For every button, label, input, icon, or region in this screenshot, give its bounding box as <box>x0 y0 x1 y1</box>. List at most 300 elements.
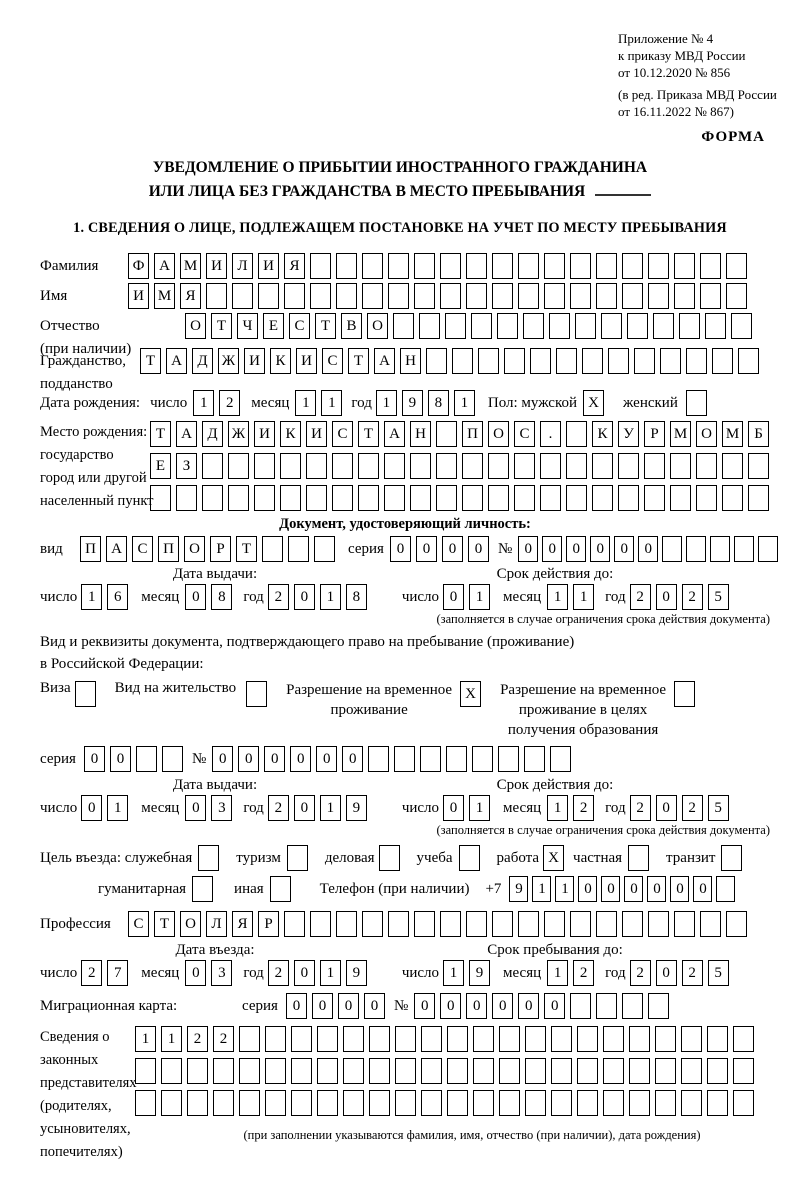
char-cell[interactable]: 2 <box>268 795 289 821</box>
char-cell[interactable]: К <box>280 421 301 447</box>
doc-issue-year-cells[interactable] <box>268 584 372 610</box>
purpose-work-checkbox[interactable] <box>543 845 569 871</box>
char-cell[interactable] <box>414 911 435 937</box>
char-cell[interactable]: 1 <box>469 584 490 610</box>
char-cell[interactable]: П <box>158 536 179 562</box>
char-cell[interactable] <box>136 746 157 772</box>
char-cell[interactable]: Т <box>358 421 379 447</box>
char-cell[interactable] <box>603 1026 624 1052</box>
char-cell[interactable]: 0 <box>238 746 259 772</box>
char-cell[interactable] <box>358 453 379 479</box>
char-cell[interactable] <box>570 283 591 309</box>
char-cell[interactable] <box>410 453 431 479</box>
char-cell[interactable] <box>707 1026 728 1052</box>
entry-year-cells[interactable] <box>268 960 372 986</box>
purpose-private-checkbox[interactable] <box>628 845 654 871</box>
char-cell[interactable]: 1 <box>547 584 568 610</box>
char-cell[interactable] <box>447 1090 468 1116</box>
char-cell[interactable] <box>644 485 665 511</box>
char-cell[interactable]: М <box>180 253 201 279</box>
char-cell[interactable]: 1 <box>547 960 568 986</box>
char-cell[interactable]: 0 <box>578 876 597 902</box>
permit-issue-year-cells[interactable] <box>268 795 372 821</box>
char-cell[interactable]: 0 <box>656 960 677 986</box>
char-cell[interactable]: С <box>514 421 535 447</box>
char-cell[interactable]: Д <box>202 421 223 447</box>
char-cell[interactable] <box>596 253 617 279</box>
char-cell[interactable] <box>384 485 405 511</box>
purpose-business-checkbox[interactable] <box>379 845 405 871</box>
char-cell[interactable]: 0 <box>542 536 562 562</box>
char-cell[interactable]: С <box>332 421 353 447</box>
char-cell[interactable] <box>551 1090 572 1116</box>
char-cell[interactable] <box>733 1058 754 1084</box>
char-cell[interactable] <box>648 253 669 279</box>
char-cell[interactable]: 9 <box>402 390 423 416</box>
char-cell[interactable] <box>280 453 301 479</box>
char-cell[interactable] <box>566 453 587 479</box>
char-cell[interactable]: 0 <box>264 746 285 772</box>
char-cell[interactable] <box>332 453 353 479</box>
char-cell[interactable]: 1 <box>555 876 574 902</box>
char-cell[interactable] <box>627 313 648 339</box>
char-cell[interactable] <box>618 453 639 479</box>
char-cell[interactable]: Ж <box>218 348 239 374</box>
char-cell[interactable]: 0 <box>312 993 333 1019</box>
char-cell[interactable] <box>721 845 742 871</box>
char-cell[interactable]: 1 <box>547 795 568 821</box>
char-cell[interactable]: 0 <box>185 960 206 986</box>
char-cell[interactable] <box>570 253 591 279</box>
char-cell[interactable] <box>291 1058 312 1084</box>
char-cell[interactable] <box>384 453 405 479</box>
char-cell[interactable]: 0 <box>492 993 513 1019</box>
char-cell[interactable] <box>369 1026 390 1052</box>
char-cell[interactable]: 1 <box>532 876 551 902</box>
representatives-cells-line1[interactable] <box>135 1026 759 1052</box>
char-cell[interactable] <box>655 1058 676 1084</box>
char-cell[interactable]: И <box>128 283 149 309</box>
char-cell[interactable]: 0 <box>466 993 487 1019</box>
doc-expiry-day-cells[interactable] <box>443 584 495 610</box>
char-cell[interactable] <box>499 1026 520 1052</box>
char-cell[interactable]: 1 <box>376 390 397 416</box>
char-cell[interactable] <box>306 485 327 511</box>
char-cell[interactable]: 0 <box>656 584 677 610</box>
char-cell[interactable]: 2 <box>630 584 651 610</box>
char-cell[interactable]: 1 <box>454 390 475 416</box>
char-cell[interactable] <box>716 876 735 902</box>
char-cell[interactable]: 8 <box>346 584 367 610</box>
char-cell[interactable] <box>228 485 249 511</box>
char-cell[interactable]: Р <box>258 911 279 937</box>
char-cell[interactable] <box>596 283 617 309</box>
char-cell[interactable] <box>395 1090 416 1116</box>
char-cell[interactable] <box>518 283 539 309</box>
char-cell[interactable] <box>317 1090 338 1116</box>
char-cell[interactable] <box>674 681 695 707</box>
char-cell[interactable] <box>660 348 681 374</box>
given-name-cells[interactable] <box>128 283 752 309</box>
char-cell[interactable] <box>648 993 669 1019</box>
sex-male-checkbox[interactable] <box>583 390 609 416</box>
char-cell[interactable]: М <box>670 421 691 447</box>
char-cell[interactable] <box>525 1090 546 1116</box>
char-cell[interactable] <box>653 313 674 339</box>
char-cell[interactable] <box>239 1058 260 1084</box>
char-cell[interactable] <box>176 485 197 511</box>
char-cell[interactable]: Т <box>236 536 257 562</box>
char-cell[interactable] <box>726 911 747 937</box>
char-cell[interactable] <box>608 348 629 374</box>
char-cell[interactable] <box>488 485 509 511</box>
char-cell[interactable] <box>358 485 379 511</box>
char-cell[interactable] <box>674 283 695 309</box>
permit-expiry-month-cells[interactable] <box>547 795 599 821</box>
char-cell[interactable]: К <box>270 348 291 374</box>
char-cell[interactable] <box>577 1058 598 1084</box>
char-cell[interactable] <box>135 1090 156 1116</box>
char-cell[interactable] <box>674 911 695 937</box>
char-cell[interactable]: 0 <box>342 746 363 772</box>
char-cell[interactable]: 0 <box>693 876 712 902</box>
stay-month-cells[interactable] <box>547 960 599 986</box>
char-cell[interactable] <box>447 1058 468 1084</box>
char-cell[interactable] <box>655 1090 676 1116</box>
birth-day-cells[interactable] <box>193 390 245 416</box>
char-cell[interactable]: 0 <box>670 876 689 902</box>
char-cell[interactable] <box>544 283 565 309</box>
char-cell[interactable]: Т <box>211 313 232 339</box>
char-cell[interactable] <box>644 453 665 479</box>
char-cell[interactable] <box>514 453 535 479</box>
mig-number-cells[interactable] <box>414 993 674 1019</box>
char-cell[interactable] <box>530 348 551 374</box>
char-cell[interactable] <box>369 1058 390 1084</box>
char-cell[interactable]: А <box>176 421 197 447</box>
char-cell[interactable] <box>492 283 513 309</box>
char-cell[interactable]: 0 <box>590 536 610 562</box>
char-cell[interactable]: 0 <box>601 876 620 902</box>
char-cell[interactable]: 0 <box>81 795 102 821</box>
birthplace-cells-line2[interactable] <box>150 453 774 479</box>
sex-female-checkbox[interactable] <box>686 390 712 416</box>
char-cell[interactable]: 3 <box>211 795 232 821</box>
char-cell[interactable] <box>150 485 171 511</box>
char-cell[interactable]: 5 <box>708 584 729 610</box>
char-cell[interactable]: 2 <box>630 795 651 821</box>
char-cell[interactable]: 0 <box>294 584 315 610</box>
char-cell[interactable] <box>332 485 353 511</box>
char-cell[interactable] <box>336 283 357 309</box>
char-cell[interactable] <box>291 1090 312 1116</box>
char-cell[interactable] <box>284 911 305 937</box>
purpose-official-checkbox[interactable] <box>198 845 224 871</box>
char-cell[interactable] <box>287 845 308 871</box>
char-cell[interactable] <box>395 1026 416 1052</box>
char-cell[interactable] <box>550 746 571 772</box>
char-cell[interactable]: 0 <box>185 584 206 610</box>
char-cell[interactable]: 0 <box>286 993 307 1019</box>
char-cell[interactable] <box>239 1026 260 1052</box>
char-cell[interactable] <box>592 453 613 479</box>
char-cell[interactable]: О <box>180 911 201 937</box>
char-cell[interactable] <box>540 453 561 479</box>
entry-day-cells[interactable] <box>81 960 133 986</box>
char-cell[interactable] <box>622 283 643 309</box>
char-cell[interactable] <box>265 1026 286 1052</box>
char-cell[interactable] <box>388 911 409 937</box>
profession-cells[interactable] <box>128 911 752 937</box>
char-cell[interactable] <box>596 993 617 1019</box>
char-cell[interactable]: 0 <box>414 993 435 1019</box>
char-cell[interactable]: 1 <box>107 795 128 821</box>
char-cell[interactable] <box>655 1026 676 1052</box>
char-cell[interactable] <box>317 1058 338 1084</box>
char-cell[interactable] <box>504 348 525 374</box>
char-cell[interactable]: 9 <box>509 876 528 902</box>
char-cell[interactable] <box>436 453 457 479</box>
char-cell[interactable]: 0 <box>294 795 315 821</box>
char-cell[interactable] <box>343 1058 364 1084</box>
char-cell[interactable] <box>265 1090 286 1116</box>
stay-day-cells[interactable] <box>443 960 495 986</box>
char-cell[interactable] <box>388 283 409 309</box>
char-cell[interactable] <box>566 485 587 511</box>
char-cell[interactable]: 0 <box>468 536 489 562</box>
char-cell[interactable]: И <box>244 348 265 374</box>
char-cell[interactable] <box>192 876 213 902</box>
char-cell[interactable] <box>228 453 249 479</box>
char-cell[interactable] <box>310 253 331 279</box>
char-cell[interactable]: X <box>460 681 481 707</box>
char-cell[interactable] <box>681 1026 702 1052</box>
char-cell[interactable]: 0 <box>316 746 337 772</box>
char-cell[interactable]: И <box>254 421 275 447</box>
char-cell[interactable] <box>710 536 730 562</box>
char-cell[interactable] <box>707 1090 728 1116</box>
char-cell[interactable]: 2 <box>187 1026 208 1052</box>
char-cell[interactable] <box>603 1090 624 1116</box>
char-cell[interactable]: С <box>128 911 149 937</box>
char-cell[interactable]: 0 <box>544 993 565 1019</box>
char-cell[interactable]: 0 <box>294 960 315 986</box>
char-cell[interactable] <box>368 746 389 772</box>
char-cell[interactable] <box>270 876 291 902</box>
doc-issue-day-cells[interactable] <box>81 584 133 610</box>
char-cell[interactable] <box>498 746 519 772</box>
char-cell[interactable]: Ч <box>237 313 258 339</box>
char-cell[interactable] <box>596 911 617 937</box>
char-cell[interactable] <box>213 1090 234 1116</box>
char-cell[interactable] <box>420 746 441 772</box>
char-cell[interactable] <box>492 253 513 279</box>
char-cell[interactable] <box>421 1090 442 1116</box>
char-cell[interactable]: Н <box>410 421 431 447</box>
char-cell[interactable] <box>202 453 223 479</box>
char-cell[interactable] <box>410 485 431 511</box>
char-cell[interactable] <box>551 1058 572 1084</box>
char-cell[interactable] <box>629 1058 650 1084</box>
char-cell[interactable]: В <box>341 313 362 339</box>
char-cell[interactable] <box>748 453 769 479</box>
char-cell[interactable] <box>700 911 721 937</box>
char-cell[interactable]: 1 <box>321 390 342 416</box>
char-cell[interactable] <box>198 845 219 871</box>
char-cell[interactable] <box>618 485 639 511</box>
char-cell[interactable] <box>670 453 691 479</box>
char-cell[interactable]: 0 <box>212 746 233 772</box>
char-cell[interactable] <box>634 348 655 374</box>
char-cell[interactable] <box>497 313 518 339</box>
char-cell[interactable] <box>462 453 483 479</box>
char-cell[interactable]: 0 <box>364 993 385 1019</box>
char-cell[interactable]: 0 <box>443 795 464 821</box>
char-cell[interactable] <box>705 313 726 339</box>
char-cell[interactable]: 1 <box>320 584 341 610</box>
char-cell[interactable]: 1 <box>443 960 464 986</box>
char-cell[interactable] <box>707 1058 728 1084</box>
char-cell[interactable]: 2 <box>682 584 703 610</box>
char-cell[interactable] <box>232 283 253 309</box>
char-cell[interactable] <box>525 1058 546 1084</box>
char-cell[interactable]: Е <box>150 453 171 479</box>
char-cell[interactable] <box>734 536 754 562</box>
char-cell[interactable] <box>446 746 467 772</box>
birthplace-cells-line3[interactable] <box>150 485 774 511</box>
char-cell[interactable]: 7 <box>107 960 128 986</box>
char-cell[interactable]: 0 <box>518 536 538 562</box>
char-cell[interactable] <box>648 911 669 937</box>
char-cell[interactable]: Л <box>232 253 253 279</box>
entry-month-cells[interactable] <box>185 960 237 986</box>
char-cell[interactable] <box>622 993 643 1019</box>
char-cell[interactable] <box>733 1026 754 1052</box>
char-cell[interactable]: X <box>583 390 604 416</box>
char-cell[interactable]: Ж <box>228 421 249 447</box>
char-cell[interactable]: А <box>384 421 405 447</box>
char-cell[interactable] <box>466 911 487 937</box>
char-cell[interactable]: 0 <box>614 536 634 562</box>
mig-series-cells[interactable] <box>286 993 390 1019</box>
char-cell[interactable]: А <box>166 348 187 374</box>
char-cell[interactable]: Т <box>150 421 171 447</box>
char-cell[interactable] <box>393 313 414 339</box>
purpose-study-checkbox[interactable] <box>459 845 485 871</box>
permit-issue-day-cells[interactable] <box>81 795 133 821</box>
doc-series-cells[interactable] <box>390 536 494 562</box>
char-cell[interactable] <box>556 348 577 374</box>
char-cell[interactable]: Т <box>348 348 369 374</box>
char-cell[interactable] <box>499 1058 520 1084</box>
char-cell[interactable]: . <box>540 421 561 447</box>
char-cell[interactable] <box>582 348 603 374</box>
permit-expiry-day-cells[interactable] <box>443 795 495 821</box>
char-cell[interactable] <box>472 746 493 772</box>
char-cell[interactable]: М <box>722 421 743 447</box>
char-cell[interactable]: 0 <box>647 876 666 902</box>
char-cell[interactable]: Д <box>192 348 213 374</box>
char-cell[interactable] <box>577 1090 598 1116</box>
char-cell[interactable] <box>601 313 622 339</box>
char-cell[interactable] <box>523 313 544 339</box>
char-cell[interactable] <box>75 681 96 707</box>
char-cell[interactable] <box>731 313 752 339</box>
char-cell[interactable]: X <box>543 845 564 871</box>
char-cell[interactable] <box>575 313 596 339</box>
temp-residence-edu-checkbox[interactable] <box>674 681 700 707</box>
char-cell[interactable] <box>187 1058 208 1084</box>
char-cell[interactable] <box>473 1058 494 1084</box>
char-cell[interactable] <box>161 1058 182 1084</box>
char-cell[interactable] <box>733 1090 754 1116</box>
char-cell[interactable] <box>445 313 466 339</box>
birth-year-cells[interactable] <box>376 390 480 416</box>
char-cell[interactable]: 2 <box>573 960 594 986</box>
char-cell[interactable] <box>440 253 461 279</box>
char-cell[interactable]: О <box>696 421 717 447</box>
char-cell[interactable] <box>262 536 283 562</box>
char-cell[interactable] <box>310 283 331 309</box>
char-cell[interactable] <box>452 348 473 374</box>
char-cell[interactable]: 1 <box>81 584 102 610</box>
char-cell[interactable] <box>336 253 357 279</box>
char-cell[interactable] <box>700 253 721 279</box>
char-cell[interactable]: Р <box>210 536 231 562</box>
temp-residence-checkbox[interactable] <box>460 681 486 707</box>
char-cell[interactable] <box>421 1026 442 1052</box>
char-cell[interactable] <box>426 348 447 374</box>
char-cell[interactable]: 2 <box>219 390 240 416</box>
char-cell[interactable]: 0 <box>638 536 658 562</box>
char-cell[interactable]: Т <box>315 313 336 339</box>
char-cell[interactable] <box>421 1058 442 1084</box>
representatives-cells-line3[interactable] <box>135 1090 759 1116</box>
char-cell[interactable] <box>758 536 778 562</box>
char-cell[interactable]: 1 <box>193 390 214 416</box>
char-cell[interactable]: 1 <box>135 1026 156 1052</box>
char-cell[interactable]: У <box>618 421 639 447</box>
char-cell[interactable] <box>726 253 747 279</box>
char-cell[interactable]: Я <box>232 911 253 937</box>
char-cell[interactable]: Н <box>400 348 421 374</box>
char-cell[interactable] <box>622 911 643 937</box>
char-cell[interactable]: 0 <box>110 746 131 772</box>
doc-expiry-year-cells[interactable] <box>630 584 734 610</box>
char-cell[interactable] <box>246 681 267 707</box>
char-cell[interactable]: 0 <box>518 993 539 1019</box>
char-cell[interactable]: О <box>185 313 206 339</box>
char-cell[interactable]: А <box>106 536 127 562</box>
char-cell[interactable] <box>722 485 743 511</box>
char-cell[interactable]: 0 <box>185 795 206 821</box>
purpose-other-checkbox[interactable] <box>270 876 296 902</box>
char-cell[interactable]: А <box>374 348 395 374</box>
phone-cells[interactable] <box>509 876 739 902</box>
char-cell[interactable] <box>436 421 457 447</box>
purpose-humanitarian-checkbox[interactable] <box>192 876 218 902</box>
char-cell[interactable] <box>622 253 643 279</box>
char-cell[interactable]: 2 <box>268 960 289 986</box>
residence-permit-checkbox[interactable] <box>246 681 272 707</box>
char-cell[interactable] <box>459 845 480 871</box>
char-cell[interactable] <box>284 283 305 309</box>
char-cell[interactable]: 2 <box>573 795 594 821</box>
char-cell[interactable] <box>440 283 461 309</box>
char-cell[interactable]: 0 <box>390 536 411 562</box>
char-cell[interactable]: 1 <box>320 795 341 821</box>
char-cell[interactable] <box>362 253 383 279</box>
